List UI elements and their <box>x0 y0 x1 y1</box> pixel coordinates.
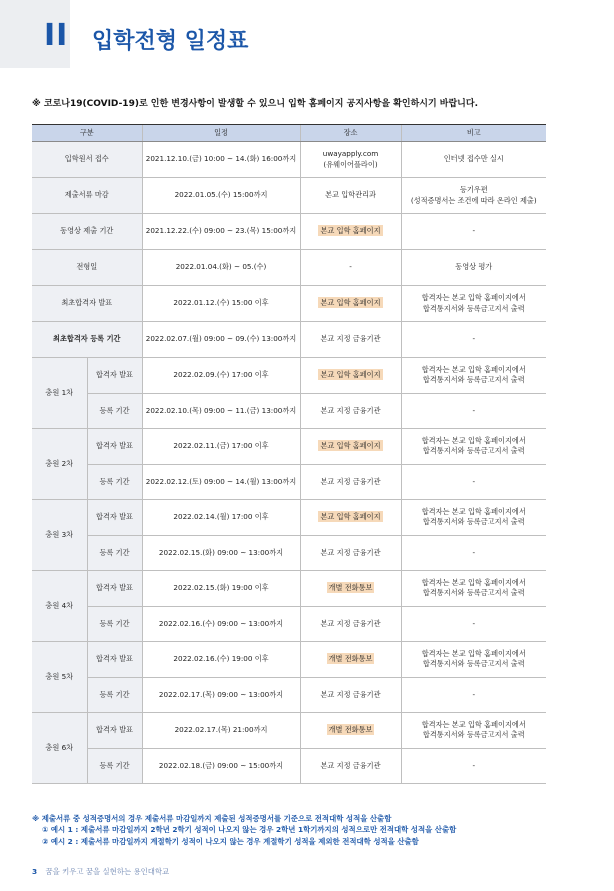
place-tag: 개별 전화통보 <box>328 583 373 593</box>
row-label: 입학원서 접수 <box>32 142 142 178</box>
schedule-table <box>32 124 546 784</box>
row-date: 2022.02.18.(금) 09:00 ~ 15:00까지 <box>142 748 300 784</box>
covid-notice: ※ 코로나19(COVID-19)로 인한 변경사항이 발생할 수 있으니 입학 홈페이지 공지사항을 확인하시기 바랍니다. <box>32 99 478 109</box>
round-label: 충원 3차 <box>32 500 87 571</box>
page-title: 입학전형 일정표 <box>92 29 249 54</box>
row-date: 2022.01.05.(수) 15:00까지 <box>142 178 300 214</box>
place-tag: 본교 입학 홈페이지 <box>320 370 381 380</box>
row-place <box>300 214 401 250</box>
note-line: 합격통지서와 등록금고지서 출력 <box>422 375 525 385</box>
header-note: 비고 <box>401 125 546 142</box>
note-line: 합격통지서와 등록금고지서 출력 <box>422 517 525 527</box>
row-date: 2022.02.17.(목) 21:00까지 <box>142 713 300 749</box>
table-row <box>32 464 546 500</box>
place-tag: 본교 입학 홈페이지 <box>320 441 381 451</box>
round-label: 충원 5차 <box>32 642 87 713</box>
table-header-row <box>32 125 546 142</box>
table-row <box>32 429 546 465</box>
row-note <box>401 713 546 749</box>
round-label: 충원 1차 <box>32 358 87 429</box>
row-label: 전형일 <box>32 250 142 286</box>
row-note: 동영상 평가 <box>401 250 546 286</box>
table-row <box>32 142 546 178</box>
sub-label: 합격자 발표 <box>87 500 142 536</box>
row-place <box>300 358 401 394</box>
row-note: 인터넷 접수만 실시 <box>401 142 546 178</box>
table-row <box>32 500 546 536</box>
row-place: 본교 입학관리과 <box>300 178 401 214</box>
row-note <box>401 358 546 394</box>
place-line: uwayapply.com <box>322 149 379 159</box>
row-label: 최초합격자 발표 <box>32 286 142 322</box>
sub-label: 합격자 발표 <box>87 642 142 678</box>
note-line: 합격통지서와 등록금고지서 출력 <box>422 303 525 313</box>
table-row <box>32 748 546 784</box>
row-date: 2022.02.07.(월) 09:00 ~ 09.(수) 13:00까지 <box>142 322 300 358</box>
table-row <box>32 393 546 429</box>
footnote-main: ※ 제출서류 중 성적증명서의 경우 제출서류 마감일까지 제출된 성적증명서를 기준으로 전적대학 성적을 산출함 <box>32 814 392 823</box>
sub-label: 합격자 발표 <box>87 713 142 749</box>
note-line: 합격자는 본교 입학 홈페이지에서 <box>421 719 526 729</box>
table-row <box>32 606 546 642</box>
page-number: 3 <box>32 867 38 876</box>
row-place <box>300 500 401 536</box>
row-note <box>401 571 546 607</box>
table-row <box>32 250 546 286</box>
sub-label: 등록 기간 <box>87 677 142 713</box>
row-note: - <box>401 606 546 642</box>
row-label: 제출서류 마감 <box>32 178 142 214</box>
row-note <box>401 642 546 678</box>
row-place: 본교 지정 금융기관 <box>300 393 401 429</box>
footnote-example-1: ① 예시 1 : 제출서류 마감일까지 2학년 2학기 성적이 나오지 않는 경우 2학년 1학기까지의 성적으로만 전적대학 성적을 산출함 <box>42 825 457 835</box>
header-date: 일정 <box>142 125 300 142</box>
row-note: - <box>401 535 546 571</box>
note-line: (성적증명서는 조건에 따라 온라인 제출) <box>410 195 537 205</box>
sub-label: 등록 기간 <box>87 748 142 784</box>
row-date: 2022.02.16.(수) 19:00 이후 <box>142 642 300 678</box>
row-date: 2022.02.10.(목) 09:00 ~ 11.(금) 13:00까지 <box>142 393 300 429</box>
place-tag: 본교 입학 홈페이지 <box>320 226 381 236</box>
row-note <box>401 178 546 214</box>
row-place: 본교 지정 금융기관 <box>300 748 401 784</box>
row-date: 2022.01.12.(수) 15:00 이후 <box>142 286 300 322</box>
table-row <box>32 677 546 713</box>
row-date: 2022.01.04.(화) ~ 05.(수) <box>142 250 300 286</box>
sub-label: 등록 기간 <box>87 535 142 571</box>
note-line: 합격통지서와 등록금고지서 출력 <box>422 446 525 456</box>
sub-label: 합격자 발표 <box>87 571 142 607</box>
round-label: 충원 6차 <box>32 713 87 784</box>
note-line: 합격자는 본교 입학 홈페이지에서 <box>421 293 526 303</box>
row-note <box>401 500 546 536</box>
place-tag: 본교 입학 홈페이지 <box>320 298 381 308</box>
note-line: 합격자는 본교 입학 홈페이지에서 <box>421 577 526 587</box>
row-date: 2022.02.09.(수) 17:00 이후 <box>142 358 300 394</box>
row-note: - <box>401 322 546 358</box>
note-line: 등기우편 <box>459 185 488 195</box>
footer-tagline: 꿈을 키우고 꿈을 실현하는 용인대학교 <box>45 867 170 876</box>
place-line: (유웨이어플라이) <box>323 159 378 169</box>
sub-label: 등록 기간 <box>87 393 142 429</box>
row-note: - <box>401 748 546 784</box>
row-place <box>300 142 401 178</box>
row-date: 2022.02.15.(화) 09:00 ~ 13:00까지 <box>142 535 300 571</box>
table-row <box>32 535 546 571</box>
table-row <box>32 178 546 214</box>
footnote-example-2: ② 예시 2 : 제출서류 마감일까지 계절학기 성적이 나오지 않는 경우 계절학기 성적을 제외한 전적대학 성적을 산출함 <box>42 836 419 846</box>
row-note: - <box>401 464 546 500</box>
row-place <box>300 642 401 678</box>
row-place: 본교 지정 금융기관 <box>300 464 401 500</box>
row-place: - <box>300 250 401 286</box>
row-place <box>300 571 401 607</box>
row-note: - <box>401 393 546 429</box>
row-note <box>401 429 546 465</box>
note-line: 합격통지서와 등록금고지서 출력 <box>422 730 525 740</box>
row-place: 본교 지정 금융기관 <box>300 677 401 713</box>
table-row <box>32 571 546 607</box>
place-tag: 개별 전화통보 <box>328 654 373 664</box>
sub-label: 등록 기간 <box>87 606 142 642</box>
place-tag: 본교 입학 홈페이지 <box>320 512 381 522</box>
row-date: 2022.02.15.(화) 19:00 이후 <box>142 571 300 607</box>
row-place <box>300 286 401 322</box>
place-tag: 개별 전화통보 <box>328 725 373 735</box>
table-row <box>32 358 546 394</box>
note-line: 합격통지서와 등록금고지서 출력 <box>422 659 525 669</box>
section-number: II <box>44 18 69 53</box>
row-place: 본교 지정 금융기관 <box>300 606 401 642</box>
row-date: 2022.02.11.(금) 17:00 이후 <box>142 429 300 465</box>
row-place: 본교 지정 금융기관 <box>300 535 401 571</box>
note-line: 합격자는 본교 입학 홈페이지에서 <box>421 506 526 516</box>
row-label: 최초합격자 등록 기간 <box>32 322 142 358</box>
row-date: 2021.12.10.(금) 10:00 ~ 14.(화) 16:00까지 <box>142 142 300 178</box>
note-line: 합격자는 본교 입학 홈페이지에서 <box>421 435 526 445</box>
round-label: 충원 4차 <box>32 571 87 642</box>
header-category: 구분 <box>32 125 142 142</box>
row-date: 2021.12.22.(수) 09:00 ~ 23.(목) 15:00까지 <box>142 214 300 250</box>
note-line: 합격자는 본교 입학 홈페이지에서 <box>421 648 526 658</box>
row-note: - <box>401 677 546 713</box>
sub-label: 합격자 발표 <box>87 358 142 394</box>
row-place: 본교 지정 금융기관 <box>300 322 401 358</box>
row-date: 2022.02.16.(수) 09:00 ~ 13:00까지 <box>142 606 300 642</box>
note-line: 합격자는 본교 입학 홈페이지에서 <box>421 364 526 374</box>
round-label: 충원 2차 <box>32 429 87 500</box>
page-footer <box>32 866 169 877</box>
row-place <box>300 713 401 749</box>
row-note <box>401 286 546 322</box>
table-row <box>32 322 546 358</box>
note-line: 합격통지서와 등록금고지서 출력 <box>422 588 525 598</box>
row-date: 2022.02.17.(목) 09:00 ~ 13:00까지 <box>142 677 300 713</box>
sub-label: 등록 기간 <box>87 464 142 500</box>
page-header <box>0 0 614 70</box>
table-row <box>32 642 546 678</box>
table-row <box>32 214 546 250</box>
header-place: 장소 <box>300 125 401 142</box>
footnotes <box>32 813 456 847</box>
row-label: 동영상 제출 기간 <box>32 214 142 250</box>
table-row <box>32 713 546 749</box>
row-place <box>300 429 401 465</box>
row-date: 2022.02.12.(토) 09:00 ~ 14.(월) 13:00까지 <box>142 464 300 500</box>
table-row <box>32 286 546 322</box>
sub-label: 합격자 발표 <box>87 429 142 465</box>
row-note: - <box>401 214 546 250</box>
row-date: 2022.02.14.(월) 17:00 이후 <box>142 500 300 536</box>
